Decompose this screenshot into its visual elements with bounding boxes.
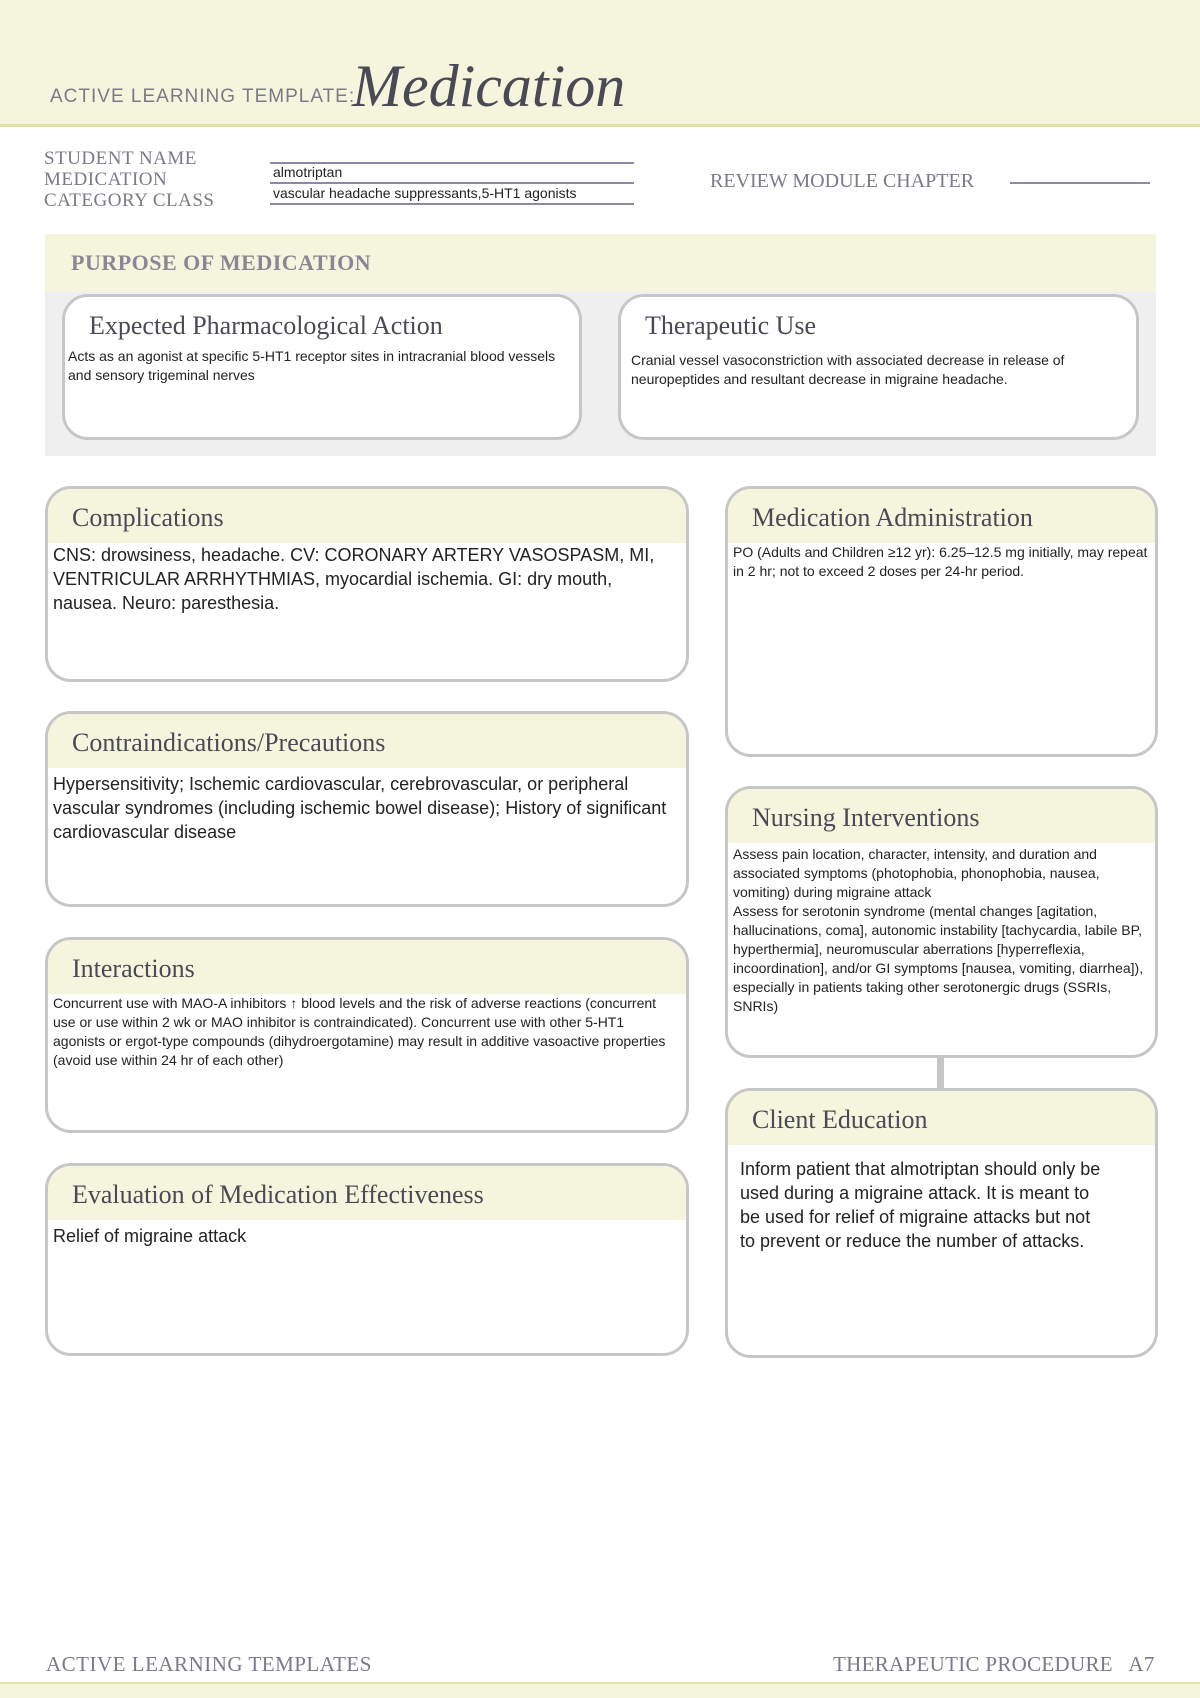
- medication-field[interactable]: [270, 182, 634, 184]
- nursing-interventions-text[interactable]: [728, 843, 1155, 1016]
- nursing-interventions-text-1: Assess pain location, character, intensity, and duration and associated symptoms (photophobia, phonophobia, nausea, vomiting) during migraine attack: [733, 846, 1100, 900]
- footer-right-label: THERAPEUTIC PROCEDURE A7: [833, 1652, 1155, 1676]
- client-education-text[interactable]: Inform patient that almotriptan should only be used during a migraine attack. It is meant to be used for relief of migraine attacks but not to prevent or reduce the number of attacks.: [740, 1159, 1101, 1251]
- evaluation-card: [45, 1163, 689, 1356]
- review-module-chapter-label: REVIEW MODULE CHAPTER: [710, 170, 975, 192]
- page-title: Medication: [352, 53, 626, 119]
- administration-text[interactable]: PO (Adults and Children ≥12 yr): 6.25–12.5 mg initially, may repeat in 2 hr; not to exceed 2 doses per 24-hr period.: [733, 544, 1148, 579]
- review-module-chapter-field[interactable]: [1010, 182, 1150, 184]
- pharm-action-title: Expected Pharmacological Action: [89, 311, 443, 340]
- connector-line: [937, 1056, 944, 1088]
- interactions-title: Interactions: [72, 954, 195, 983]
- contraindications-text[interactable]: Hypersensitivity; Ischemic cardiovascular, cerebrovascular, or peripheral vascular syndromes (including ischemic bowel disease); History of significant cardiovascular disease: [53, 774, 667, 842]
- pharm-action-card: [62, 294, 582, 440]
- nursing-interventions-title: Nursing Interventions: [752, 803, 980, 832]
- purpose-band: [45, 234, 1156, 292]
- interactions-text[interactable]: Concurrent use with MAO-A inhibitors ↑ blood levels and the risk of adverse reactions (concurrent use or use within 2 wk or MAO inhibitor is contraindicated). Concurrent use with other 5-HT1 agonists or ergot-type compounds (dihydroergotamine) may result in additive vasoactive properties (avoid use within 24 hr of each other): [53, 995, 666, 1068]
- nursing-interventions-text-2: Assess for serotonin syndrome (mental changes [agitation, hallucinations, coma], autonomic instability [tachycardia, labile BP, hyperthermia], neuromuscular aberrations [hyperreflexia, incoordination], and/or GI symptoms [nausea, vomiting, diarrhea]), especially in patients taking other serotonergic drugs (SSRIs, SNRIs): [733, 903, 1144, 1014]
- client-education-card: [725, 1088, 1158, 1358]
- footer-left-label: ACTIVE LEARNING TEMPLATES: [46, 1652, 372, 1676]
- complications-title: Complications: [72, 503, 224, 532]
- evaluation-text[interactable]: Relief of migraine attack: [53, 1226, 247, 1246]
- template-label: ACTIVE LEARNING TEMPLATE:: [50, 86, 356, 107]
- therapeutic-use-title: Therapeutic Use: [645, 311, 817, 340]
- header-band: [0, 0, 1200, 127]
- purpose-title: PURPOSE OF MEDICATION: [71, 250, 372, 275]
- purpose-panel: [45, 234, 1156, 456]
- student-name-label: STUDENT NAME: [44, 148, 197, 169]
- complications-text[interactable]: CNS: drowsiness, headache. CV: CORONARY ARTERY VASOSPASM, MI, VENTRICULAR ARRHYTHMIAS, myocardial ischemia. GI: dry mouth, nausea. Neuro: paresthesia.: [53, 545, 655, 613]
- therapeutic-use-text[interactable]: Cranial vessel vasoconstriction with associated decrease in release of neuropeptides and resultant decrease in migraine headache.: [631, 352, 1065, 387]
- category-class-label: CATEGORY CLASS: [44, 190, 215, 211]
- category-class-value: vascular headache suppressants,5-HT1 agonists: [273, 185, 577, 201]
- administration-title: Medication Administration: [752, 503, 1033, 532]
- contraindications-title: Contraindications/Precautions: [72, 728, 386, 757]
- pharm-action-text[interactable]: Acts as an agonist at specific 5-HT1 receptor sites in intracranial blood vessels and sensory trigeminal nerves: [68, 348, 556, 383]
- administration-card: [725, 486, 1158, 757]
- complications-card: [45, 486, 689, 682]
- category-class-field[interactable]: [270, 203, 634, 205]
- medication-value: almotriptan: [273, 164, 343, 180]
- nursing-interventions-card: [725, 786, 1158, 1058]
- client-education-title: Client Education: [752, 1105, 928, 1134]
- interactions-card: [45, 937, 689, 1133]
- contraindications-card: [45, 711, 689, 907]
- medication-label: MEDICATION: [44, 169, 168, 190]
- evaluation-title: Evaluation of Medication Effectiveness: [72, 1180, 484, 1209]
- therapeutic-use-card: [618, 294, 1139, 440]
